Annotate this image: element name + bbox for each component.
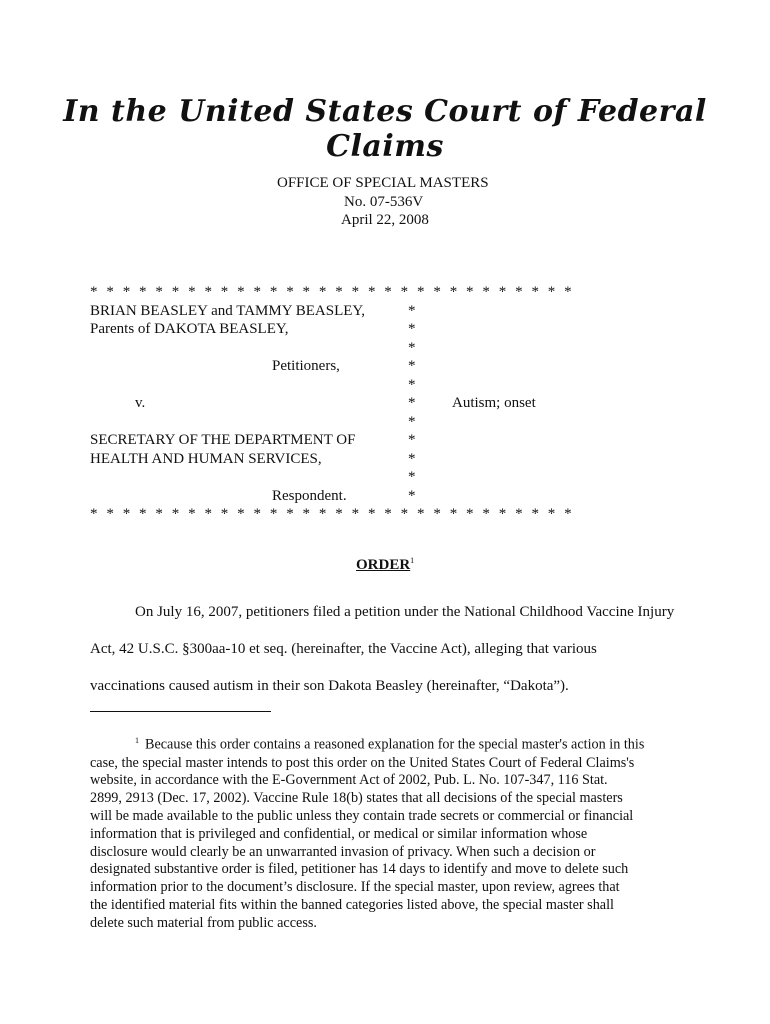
- case-number: No. 07-536V: [344, 193, 424, 210]
- footnote-line: case, the special master intends to post this order on the United States Court of Federal Claims's: [90, 754, 635, 771]
- versus-label: v.: [135, 395, 146, 411]
- footnote-line: the identified material fits within the banned categories listed above, the special master shall: [90, 896, 614, 913]
- order-body: [90, 594, 690, 705]
- respondent-name-line-1: SECRETARY OF THE DEPARTMENT OF: [90, 432, 356, 448]
- order-body-line: vaccinations caused autism in their son Dakota Beasley (hereinafter, “Dakota”).: [90, 678, 569, 694]
- case-caption: [90, 283, 690, 524]
- caption-star: *: [408, 413, 416, 430]
- caption-star: *: [408, 487, 416, 504]
- footnote-marker: 1: [135, 736, 139, 745]
- footnote-line: 2899, 2913 (Dec. 17, 2002). Vaccine Rule 18(b) states that all decisions of the special masters: [90, 790, 623, 807]
- order-date: April 22, 2008: [341, 212, 429, 228]
- petitioners-label: Petitioners,: [272, 358, 340, 374]
- footnote: [90, 732, 685, 933]
- footnote-line: designated substantive order is filed, petitioner has 14 days to identify and move to delete such: [90, 861, 629, 878]
- footnote-line: [90, 732, 685, 755]
- caption-star: *: [408, 469, 416, 485]
- caption-star: *: [408, 376, 416, 393]
- caption-star: *: [408, 321, 416, 337]
- footnote-line-text: Because this order contains a reasoned explanation for the special master's action in this: [145, 736, 645, 753]
- office-name: OFFICE OF SPECIAL MASTERS: [277, 175, 489, 191]
- caption-star: *: [408, 302, 416, 319]
- footnote-line: will be made available to the public unless they contain trade secrets or commercial or financial: [90, 807, 634, 824]
- caption-star: *: [408, 450, 416, 467]
- footnote-separator: [90, 711, 271, 712]
- footnote-line: delete such material from public access.: [90, 914, 317, 931]
- footnote-line: disclosure would clearly be an unwarranted invasion of privacy. When such a decision or: [90, 843, 596, 860]
- caption-star: *: [408, 358, 416, 374]
- petitioner-names: BRIAN BEASLEY and TAMMY BEASLEY,: [90, 302, 366, 319]
- case-subject: Autism; onset: [452, 395, 536, 411]
- caption-star-border-bottom: * * * * * * * * * * * * * * * * * * * * * * * * * * * * * *: [90, 506, 575, 522]
- order-body-line: On July 16, 2007, petitioners filed a petition under the National Childhood Vaccine Injury: [135, 604, 675, 620]
- caption-star: *: [408, 395, 416, 411]
- respondent-label: Respondent.: [272, 487, 347, 504]
- order-body-line: Act, 42 U.S.C. §300aa-10 et seq. (hereinafter, the Vaccine Act), alleging that various: [90, 641, 597, 657]
- caption-star-border-top: * * * * * * * * * * * * * * * * * * * * * * * * * * * * * *: [90, 284, 575, 300]
- order-footnote-marker: 1: [410, 556, 415, 565]
- order-heading: [356, 556, 414, 574]
- footnote-line: information prior to the document’s disclosure. If the special master, upon review, agrees that: [90, 879, 620, 896]
- petitioner-relation: Parents of DAKOTA BEASLEY,: [90, 321, 289, 337]
- caption-star: *: [408, 339, 416, 356]
- footnote-line: website, in accordance with the E-Government Act of 2002, Pub. L. No. 107-347, 116 Stat.: [90, 772, 608, 789]
- court-title: In the United States Court of Federal Claims: [63, 94, 707, 164]
- order-heading-text: ORDER: [356, 557, 411, 573]
- footnote-line: information that is privileged and confidential, or medical or similar information whose: [90, 825, 588, 842]
- caption-star: *: [408, 432, 416, 448]
- respondent-name-line-2: HEALTH AND HUMAN SERVICES,: [90, 450, 322, 467]
